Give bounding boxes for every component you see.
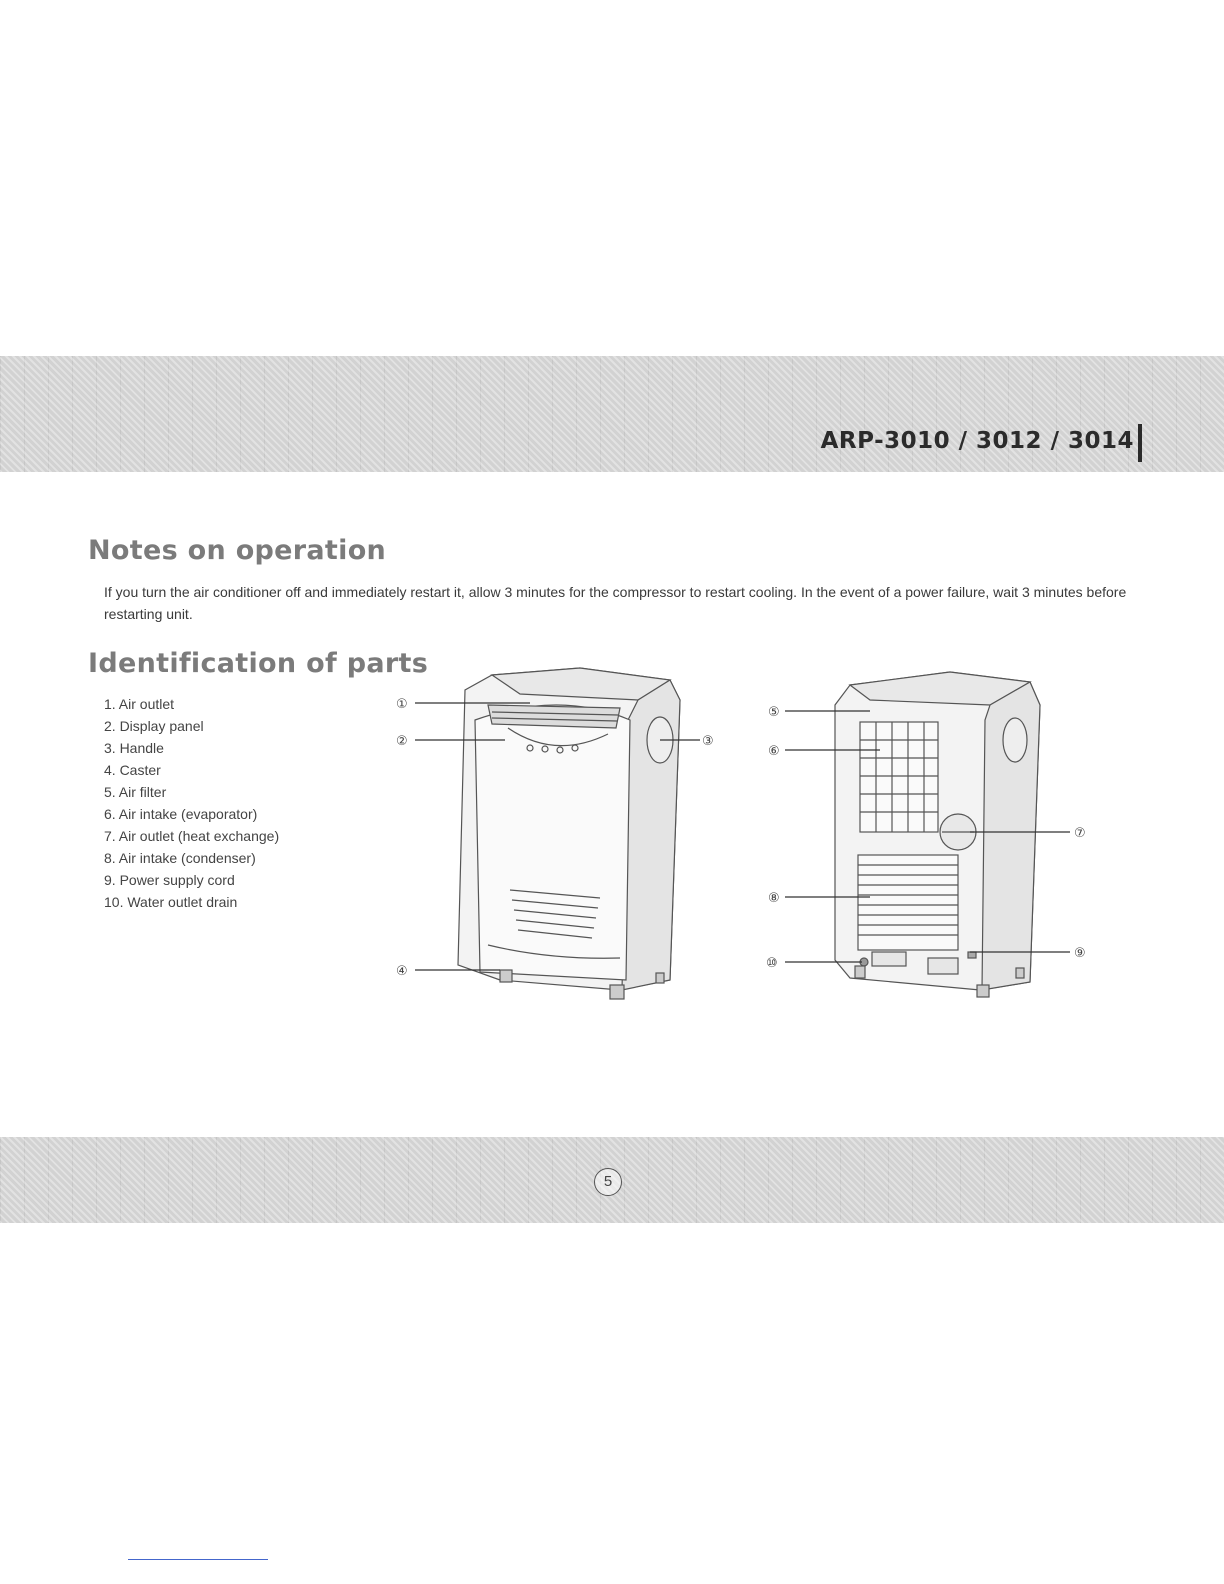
callout-3: ③ <box>702 734 714 749</box>
parts-list-item: 6. Air intake (evaporator) <box>104 806 258 822</box>
callout-2: ② <box>396 734 408 749</box>
title-accent-bar <box>1138 424 1142 462</box>
air-conditioner-back-illustration <box>835 672 1040 997</box>
callout-9: ⑨ <box>1074 946 1086 961</box>
notes-body: If you turn the air conditioner off and immediately restart it, allow 3 minutes for the compressor to restart cooling. In the event of a power failure, wait 3 minutes before restarting unit. <box>104 584 1127 622</box>
callout-4: ④ <box>396 964 408 979</box>
parts-list-item: 3. Handle <box>104 740 164 756</box>
parts-list-item: 8. Air intake (condenser) <box>104 850 256 866</box>
callout-8: ⑧ <box>768 891 780 906</box>
callout-6: ⑥ <box>768 744 780 759</box>
callout-7: ⑦ <box>1074 826 1086 841</box>
parts-list-item: 2. Display panel <box>104 718 204 734</box>
parts-list-item: 9. Power supply cord <box>104 872 235 888</box>
callout-5: ⑤ <box>768 705 780 720</box>
callout-1: ① <box>396 697 408 712</box>
page-number: 5 <box>594 1168 622 1196</box>
parts-list-item: 5. Air filter <box>104 784 167 800</box>
header-band <box>0 356 1224 472</box>
model-title: ARP-3010 / 3012 / 3014 <box>820 428 1134 454</box>
callout-10: ⑩ <box>766 956 778 971</box>
parts-list <box>104 693 279 913</box>
bottom-rule <box>128 1559 268 1560</box>
air-conditioner-front-illustration <box>458 668 680 999</box>
parts-heading: Identification of parts <box>88 648 429 679</box>
parts-diagram <box>380 660 1100 1010</box>
parts-list-item: 4. Caster <box>104 762 161 778</box>
parts-list-item: 1. Air outlet <box>104 696 175 712</box>
parts-list-item: 10. Water outlet drain <box>104 894 238 910</box>
notes-heading: Notes on operation <box>88 535 387 566</box>
parts-list-item: 7. Air outlet (heat exchange) <box>104 828 280 844</box>
